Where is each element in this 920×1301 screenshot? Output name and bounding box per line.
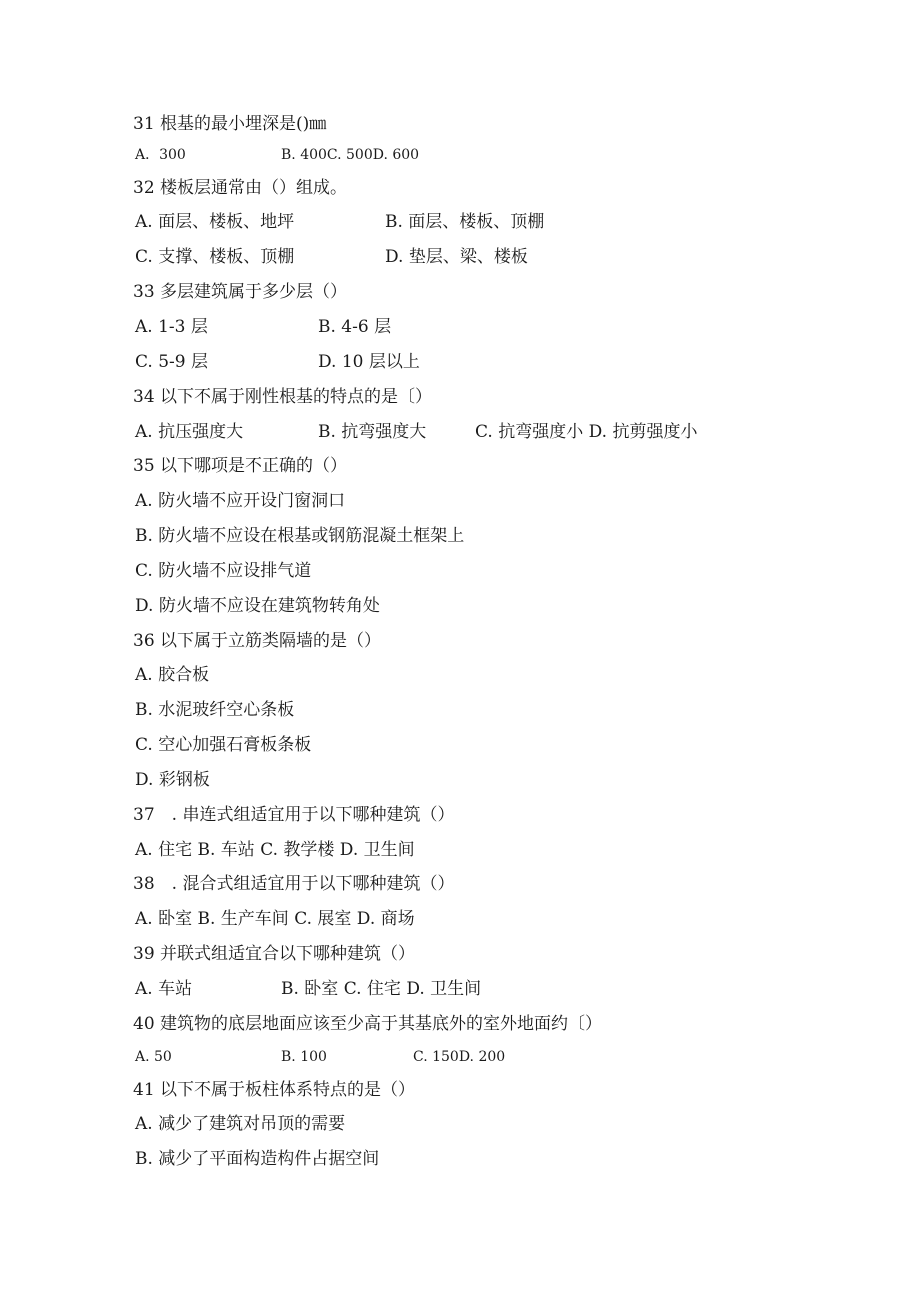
- question-35-option-b: B. 防火墙不应设在根基或钢筋混凝土框架上: [135, 526, 465, 546]
- question-34-stem: 34 以下不属于刚性根基的特点的是〔）: [133, 387, 433, 407]
- question-40-stem: 40 建筑物的底层地面应该至少高于其基底外的室外地面约〔）: [133, 1014, 603, 1034]
- question-35-stem: 35 以下哪项是不正确的（）: [133, 456, 348, 476]
- question-38-stem: 38 . 混合式组适宜用于以下哪种建筑（）: [133, 874, 455, 894]
- question-39-option-a: A. 车站: [135, 979, 193, 999]
- question-32-option-d: D. 垫层、梁、楼板: [385, 247, 528, 267]
- question-36-option-b: B. 水泥玻纤空心条板: [135, 700, 295, 720]
- question-31-options-bcd: B. 400C. 500D. 600: [281, 147, 420, 163]
- question-32-stem: 32 楼板层通常由（）组成。: [133, 178, 348, 198]
- question-33-option-b: B. 4-6 层: [318, 317, 392, 337]
- question-34-options-cd: C. 抗弯强度小 D. 抗剪强度小: [475, 422, 698, 442]
- question-34-option-a: A. 抗压强度大: [135, 422, 244, 442]
- question-36-option-c: C. 空心加强石膏板条板: [135, 735, 312, 755]
- question-32-option-c: C. 支撑、楼板、顶棚: [135, 247, 295, 267]
- question-36-option-a: A. 胶合板: [135, 665, 210, 685]
- question-38-options: A. 卧室 B. 生产车间 C. 展室 D. 商场: [135, 909, 415, 929]
- question-40-options-cd: C. 150D. 200: [413, 1049, 506, 1065]
- question-31-stem: 31 根基的最小埋深是()㎜: [133, 114, 327, 134]
- question-32-option-a: A. 面层、楼板、地坪: [135, 212, 295, 232]
- question-40-option-b: B. 100: [281, 1049, 327, 1065]
- question-35-option-a: A. 防火墙不应开设门窗洞口: [135, 491, 346, 511]
- question-35-option-c: C. 防火墙不应设排气道: [135, 561, 312, 581]
- question-37-stem: 37 . 串连式组适宜用于以下哪种建筑（）: [133, 805, 455, 825]
- question-40-option-a: A. 50: [135, 1049, 172, 1065]
- question-31-option-a: A．300: [135, 147, 186, 163]
- question-33-option-c: C. 5-9 层: [135, 352, 208, 372]
- question-41-stem: 41 以下不属于板柱体系特点的是（）: [133, 1080, 416, 1100]
- question-39-options-bcd: B. 卧室 C. 住宅 D. 卫生间: [281, 979, 482, 999]
- question-36-option-d: D. 彩钢板: [135, 770, 210, 790]
- question-36-stem: 36 以下属于立筋类隔墙的是（）: [133, 631, 382, 651]
- question-33-stem: 33 多层建筑属于多少层（）: [133, 282, 348, 302]
- question-41-option-a: A. 减少了建筑对吊顶的需要: [135, 1114, 346, 1134]
- question-32-option-b: B. 面层、楼板、顶棚: [385, 212, 545, 232]
- question-37-options: A. 住宅 B. 车站 C. 教学楼 D. 卫生间: [135, 840, 415, 860]
- question-35-option-d: D. 防火墙不应设在建筑物转角处: [135, 596, 380, 616]
- question-41-option-b: B. 减少了平面构造构件占据空间: [135, 1149, 380, 1169]
- question-33-option-d: D. 10 层以上: [318, 352, 420, 372]
- question-39-stem: 39 并联式组适宜合以下哪种建筑（）: [133, 944, 416, 964]
- question-34-option-b: B. 抗弯强度大: [318, 422, 427, 442]
- question-33-option-a: A. 1-3 层: [135, 317, 208, 337]
